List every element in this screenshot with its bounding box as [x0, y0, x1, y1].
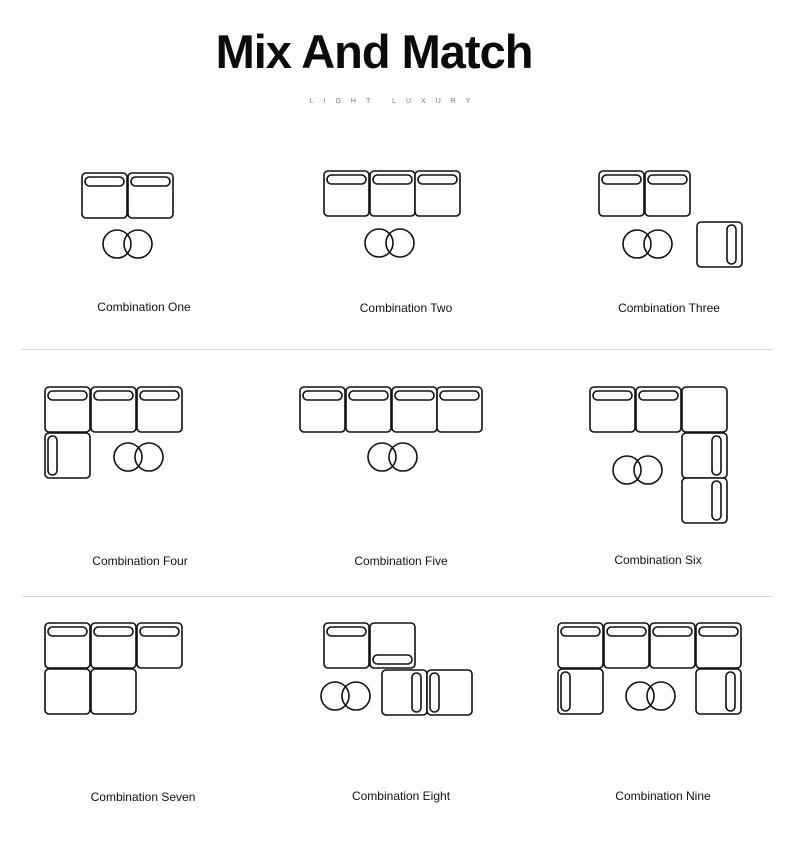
combination-label: Combination Four — [92, 554, 188, 568]
combination-label: Combination Three — [618, 301, 720, 315]
sofa-seat — [696, 623, 741, 668]
combination-label: Combination Two — [359, 301, 453, 315]
page-title: Mix And Match — [215, 25, 533, 78]
ottoman-rings-icon — [626, 682, 675, 710]
combination-label: Combination Six — [614, 553, 702, 567]
chaise-seat — [696, 669, 741, 714]
page-subtitle: LIGHT LUXURY — [309, 98, 481, 105]
sofa-seat — [558, 623, 603, 668]
chaise-seat — [558, 669, 603, 714]
sofa-seat — [604, 623, 649, 668]
combination-label: Combination Five — [354, 554, 448, 568]
sofa-seat — [650, 623, 695, 668]
combination-label: Combination Eight — [351, 789, 451, 803]
combination-label: Combination One — [97, 300, 191, 314]
combination-label: Combination Seven — [90, 790, 196, 804]
combination-label: Combination Nine — [615, 789, 711, 803]
